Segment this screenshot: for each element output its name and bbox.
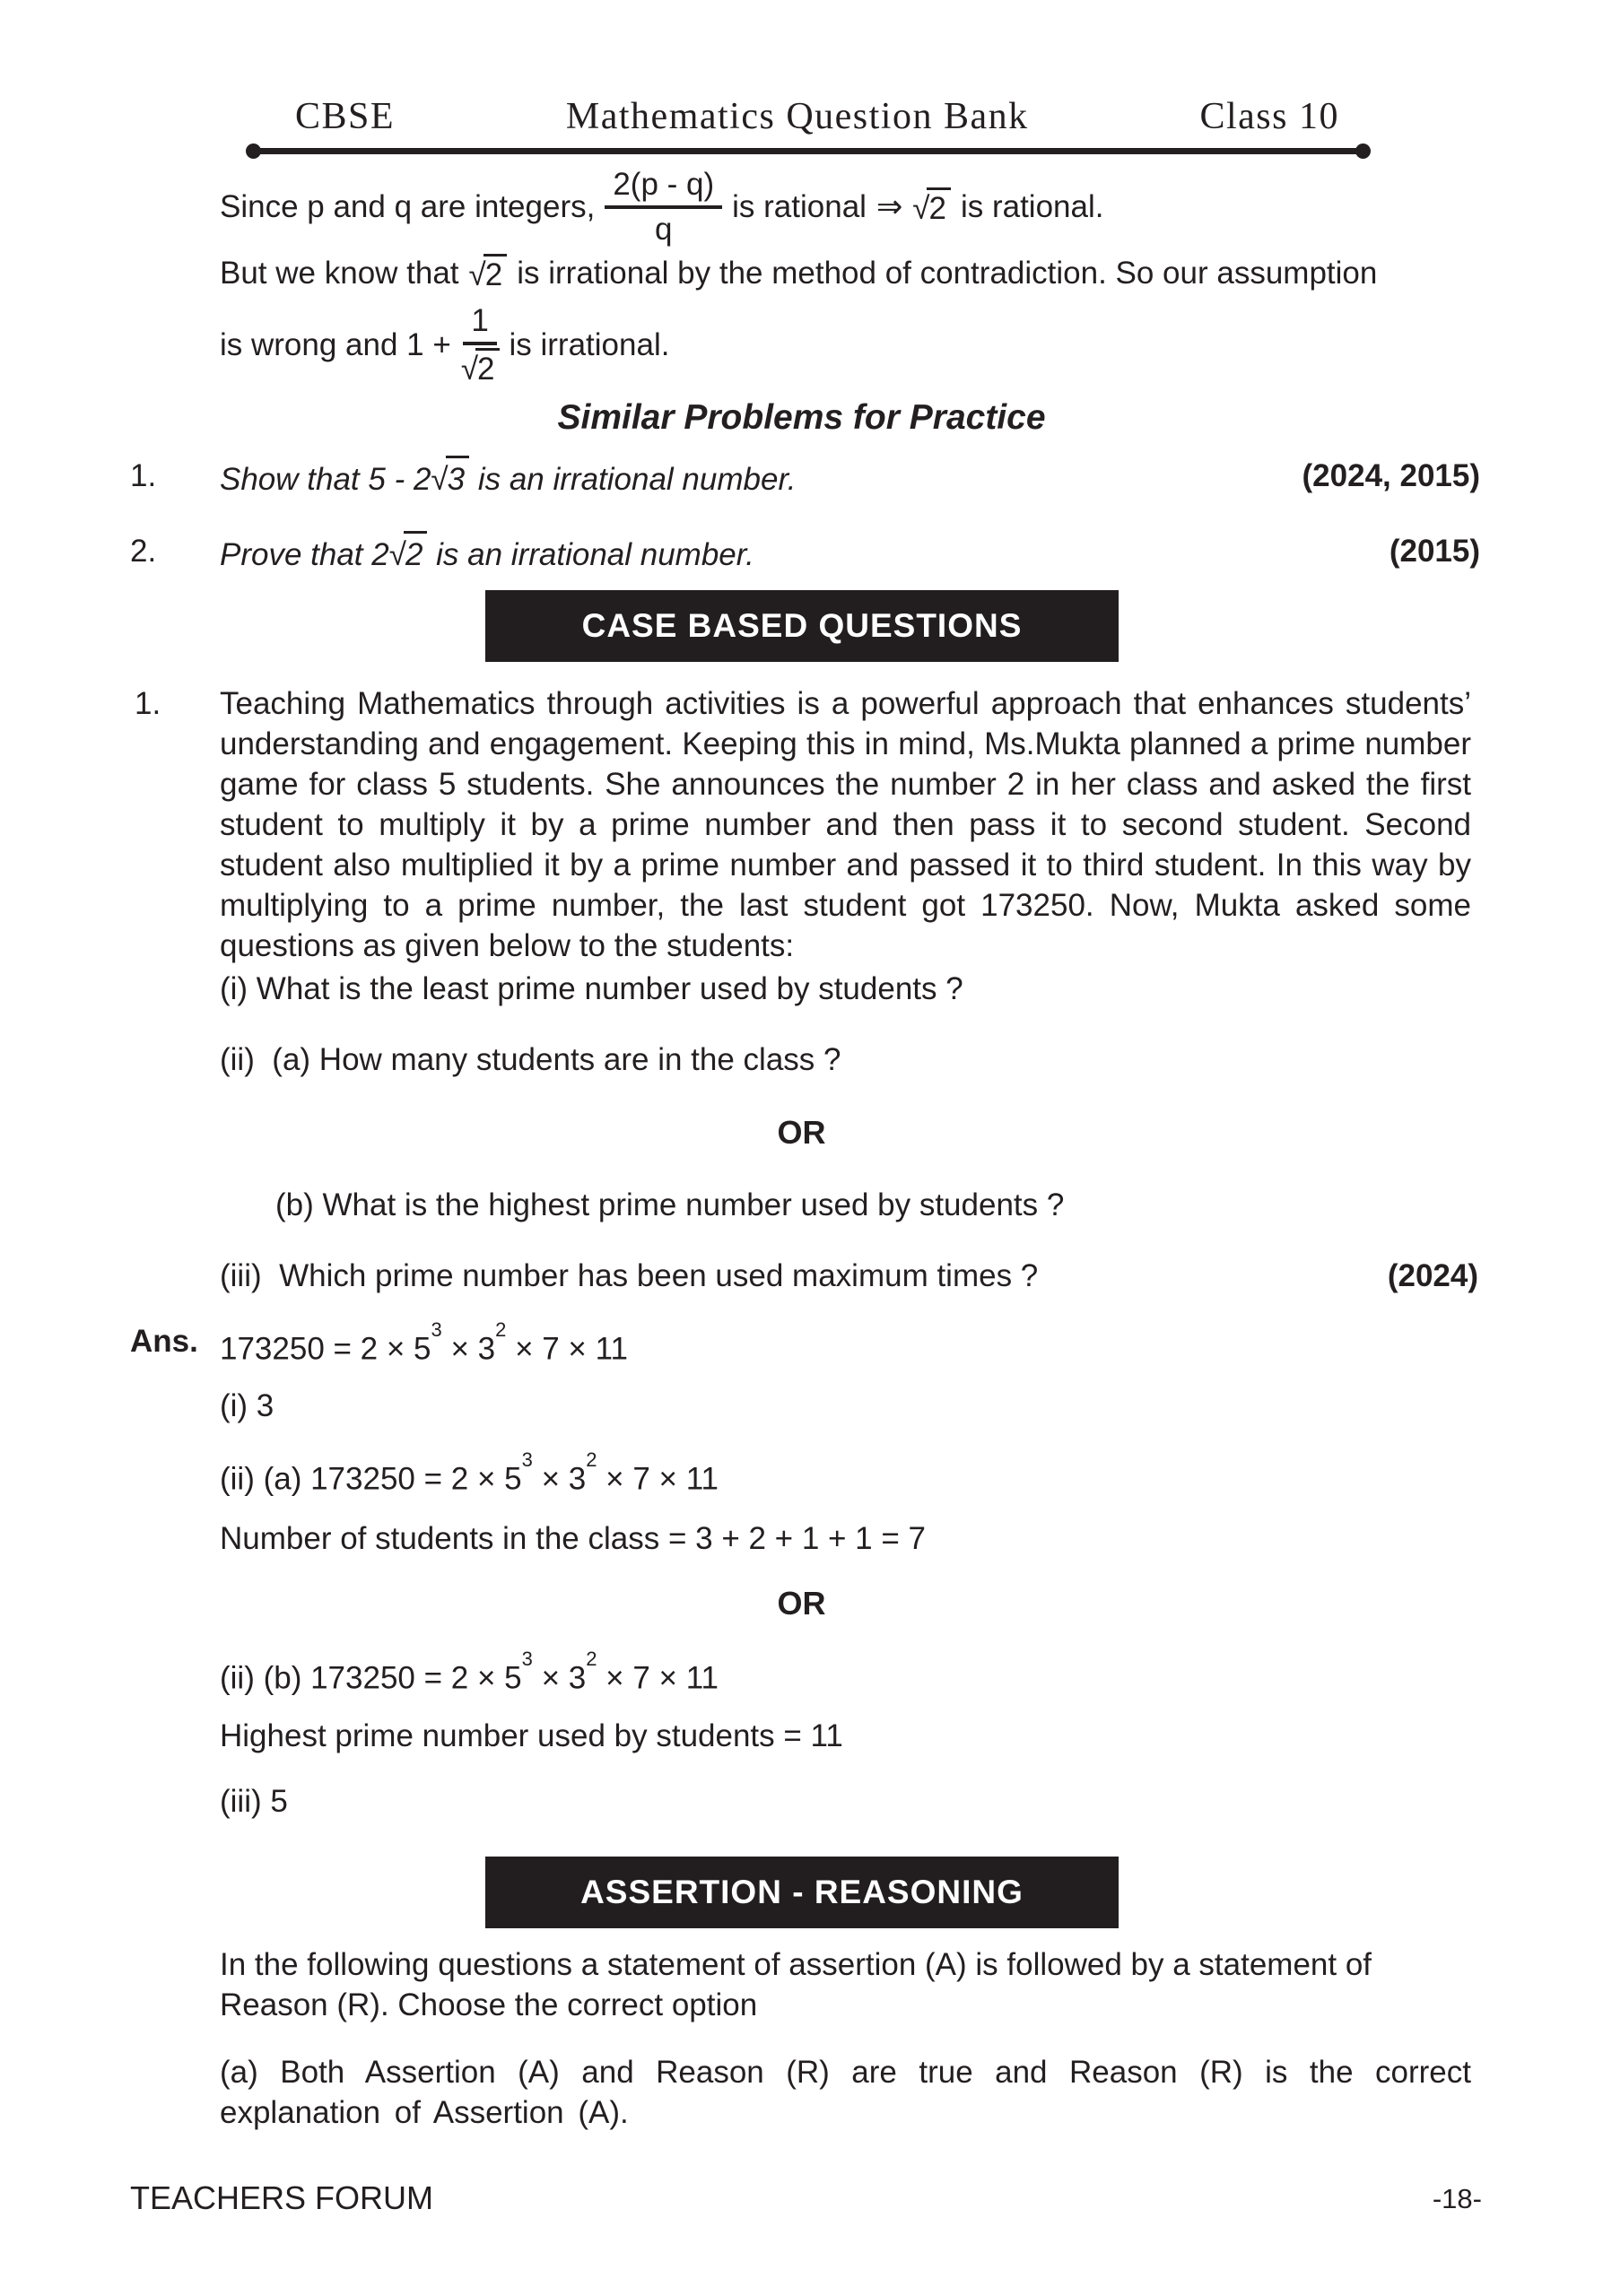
eq-text: (ii) (a) 173250 = 2 × 5 — [220, 1461, 522, 1497]
radicand: 2 — [927, 187, 950, 227]
case-question-iii-row — [220, 1256, 1478, 1296]
exponent: 3 — [521, 1448, 533, 1471]
fraction-numerator: 2(p - q) — [605, 167, 722, 209]
exponent: 2 — [586, 1448, 597, 1471]
practice-item-1-text — [220, 456, 1302, 500]
assertion-reasoning-banner: ASSERTION - REASONING — [485, 1857, 1119, 1928]
eq-text: × 3 — [441, 1331, 496, 1367]
eq-text: × 7 × 11 — [597, 1461, 719, 1497]
eq-text: × 7 × 11 — [506, 1331, 628, 1367]
footer-publisher: TEACHERS FORUM — [130, 2179, 434, 2216]
answer-ii-a-factorisation — [220, 1448, 719, 1500]
eq-text: (ii) (b) 173250 = 2 × 5 — [220, 1660, 522, 1696]
case-question-iii-year: (2024) — [1387, 1258, 1478, 1293]
answer-factorisation — [220, 1318, 628, 1370]
header-divider-line — [252, 148, 1364, 154]
case-question-i: (i) What is the least prime number used by students ? — [220, 971, 963, 1006]
header-book-title: Mathematics Question Bank — [565, 96, 1029, 137]
fraction-numerator: 1 — [463, 303, 496, 345]
proof-line-1-text: Since p and q are integers, — [220, 189, 596, 224]
practice-item-1-post: is an irrational number. — [469, 462, 797, 497]
proof-line-2-text: But we know that — [220, 255, 459, 291]
proof-line-3 — [220, 296, 679, 395]
exponent: 3 — [521, 1648, 533, 1670]
proof-line-2 — [220, 253, 1387, 293]
radical-sign: √ — [912, 191, 930, 226]
radicand: 2 — [404, 531, 427, 575]
or-separator-2: OR — [777, 1585, 826, 1622]
practice-item-1-pre: Show that 5 - 2 — [220, 462, 431, 497]
case-based-questions-banner: CASE BASED QUESTIONS — [485, 590, 1119, 662]
answer-label: Ans. — [130, 1324, 198, 1359]
answer-ii-a-note: Number of students in the class = 3 + 2 + 1 + 1 = 7 — [220, 1521, 927, 1556]
practice-item-1-number: 1. — [130, 458, 157, 493]
practice-item-1-year: (2024, 2015) — [1302, 458, 1480, 493]
fraction-1-over-sqrt2 — [461, 303, 500, 388]
eq-text: × 3 — [532, 1660, 587, 1696]
sqrt-2-expression — [912, 187, 951, 227]
proof-line-3-end: is irrational. — [509, 327, 670, 362]
eq-text: 173250 = 2 × 5 — [220, 1331, 431, 1367]
answer-ii-b-factorisation — [220, 1650, 719, 1699]
answer-i: (i) 3 — [220, 1388, 274, 1423]
assertion-option-a: (a) Both Assertion (A) and Reason (R) are true and Reason (R) is the correct explanation of Assertion (A). — [220, 2055, 1471, 2130]
case-question-paragraph: Teaching Mathematics through activities is a powerful approach that enhances students’ understanding and engagement. Keeping this in mind, Ms.Mukta planned a prime number game for class 5 students. She announces the number 2 in her class and asked the first student to multiply it by a prime number and then pass it to second student. Second student also multiplied it by a prime number and passed it to third student. In this way by multiplying to a prime number, the last student got 173250. Now, Mukta asked some questions as given below to the students: — [220, 686, 1471, 963]
case-question-number: 1. — [135, 686, 161, 721]
practice-item-2-text — [220, 531, 1390, 575]
radicand: 3 — [446, 456, 469, 500]
header-board-name: CBSE — [295, 96, 396, 137]
proof-line-1-end: is rational. — [960, 189, 1104, 224]
sqrt-2-expression — [469, 254, 508, 293]
exponent: 3 — [431, 1318, 442, 1341]
exponent: 2 — [586, 1648, 597, 1670]
answer-ii-b-note: Highest prime number used by students = 11 — [220, 1718, 843, 1753]
radical-sign: √ — [431, 462, 449, 497]
practice-item-2-number: 2. — [130, 534, 157, 569]
proof-line-2-end: is irrational by the method of contradiction. So our assumption — [517, 255, 1378, 291]
practice-item-2-post: is an irrational number. — [427, 537, 754, 572]
proof-line-3-text: is wrong and 1 + — [220, 327, 451, 362]
sqrt-3-expression — [431, 456, 469, 500]
case-question-ii-b: (b) What is the highest prime number used by students ? — [275, 1187, 1065, 1222]
fraction-denominator: q — [655, 212, 673, 247]
answer-iii: (iii) 5 — [220, 1784, 288, 1819]
practice-item-2-year: (2015) — [1389, 534, 1480, 569]
eq-text: × 3 — [532, 1461, 587, 1497]
exponent: 2 — [495, 1318, 507, 1341]
radical-sign: √ — [460, 352, 479, 387]
proof-line-1-mid: is rational — [732, 189, 867, 224]
case-question-iii: (iii) Which prime number has been used maximum times ? — [220, 1258, 1039, 1293]
radical-sign: √ — [468, 257, 486, 292]
implies-arrow: ⇒ — [876, 189, 903, 224]
assertion-intro: In the following questions a statement of assertion (A) is followed by a statement of Reason (R). Choose the correct option — [220, 1947, 1372, 2022]
radical-sign: √ — [388, 537, 406, 572]
practice-item-2 — [130, 531, 1480, 575]
radicand: 2 — [475, 348, 499, 387]
case-question-ii-a: (ii) (a) How many students are in the class ? — [220, 1042, 841, 1077]
practice-item-2-pre: Prove that 2 — [220, 537, 389, 572]
radicand: 2 — [484, 254, 507, 293]
header-class-label: Class 10 — [1199, 96, 1339, 137]
proof-line-1 — [220, 161, 1113, 253]
practice-section-title: Similar Problems for Practice — [557, 398, 1046, 437]
eq-text: × 7 × 11 — [597, 1660, 719, 1696]
or-separator-1: OR — [777, 1114, 826, 1151]
fraction-denominator — [461, 345, 500, 387]
footer-page-number: -18- — [1432, 2183, 1482, 2214]
sqrt-2-expression — [389, 531, 428, 575]
practice-item-1 — [130, 456, 1480, 500]
sqrt-2-expression — [461, 348, 500, 387]
page-header — [252, 95, 1364, 138]
fraction-2pq-over-q — [605, 167, 722, 248]
